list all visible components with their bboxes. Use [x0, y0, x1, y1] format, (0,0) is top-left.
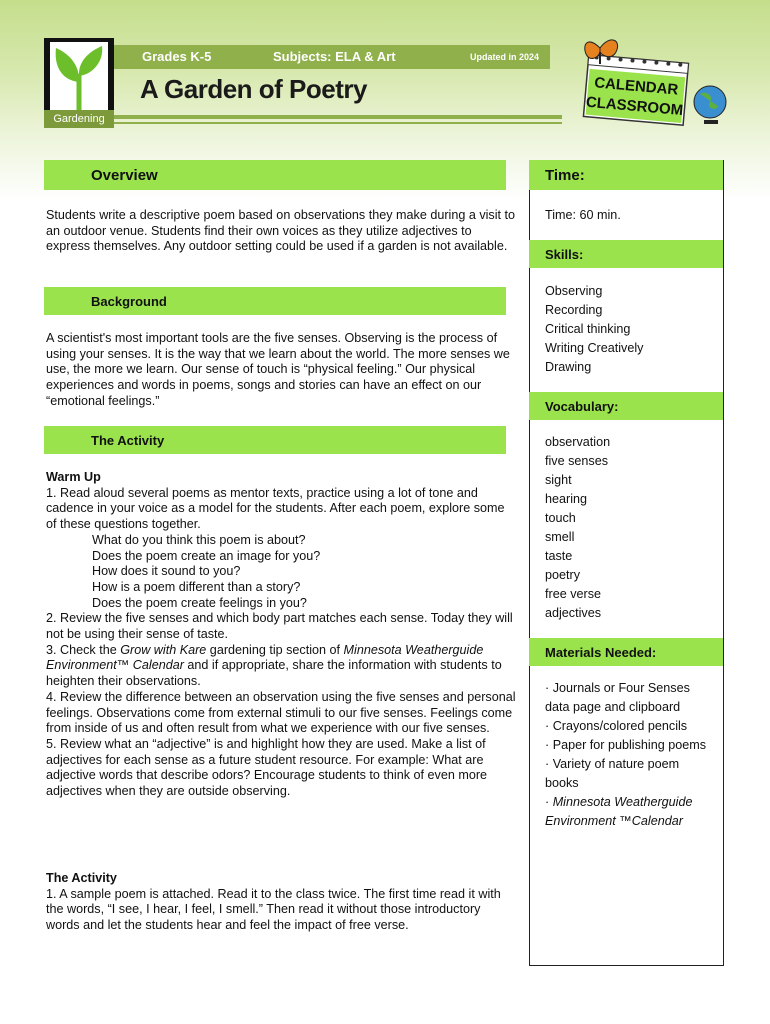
- vocab-item: poetry: [545, 568, 581, 582]
- step-3-part: and if appropriate, share the information with students to heighten their observations.: [46, 658, 502, 689]
- background-heading-text: Background: [91, 294, 167, 309]
- skill-item: Drawing: [545, 360, 592, 374]
- badge-text-top: CALENDAR: [593, 74, 679, 99]
- vocabulary-list: [545, 433, 715, 623]
- calendar-badge: [568, 30, 728, 140]
- vocabulary-heading-text: Vocabulary:: [545, 399, 619, 414]
- skills-heading: [529, 240, 723, 268]
- material-item: · Journals or Four Senses data page and clipboard: [545, 681, 690, 714]
- background-heading: [44, 287, 506, 315]
- header-rule-thin: [114, 122, 562, 124]
- sprout-icon: [50, 42, 108, 114]
- activity-heading-text: The Activity: [91, 433, 165, 448]
- skill-item: Critical thinking: [545, 322, 631, 336]
- vocab-item: observation: [545, 435, 611, 449]
- warmup-title: Warm Up: [46, 470, 101, 484]
- vocab-item: five senses: [545, 454, 608, 468]
- material-item: · Paper for publishing poems: [545, 738, 707, 752]
- vocab-item: touch: [545, 511, 576, 525]
- question-item: Does the poem create an image for you?: [92, 548, 321, 563]
- material-item-italic: · Minnesota Weatherguide Environment ™Calendar: [545, 795, 693, 828]
- skills-list: [545, 282, 715, 377]
- grade-level: Grades K-5: [142, 49, 212, 64]
- vocab-item: free verse: [545, 587, 601, 601]
- badge-text-bottom: CLASSROOM: [585, 93, 684, 120]
- activity-body: [46, 470, 516, 800]
- background-text: A scientist's most important tools are the five senses. Observing is the process of using your senses. It is the way that we learn about the world. The more senses we use, the more we learn. Our sense of touch is “physical feeling.” Our physical experiences and words in poems, songs and stories can have an effect on our “emotional feelings.”: [46, 331, 510, 408]
- vocab-item: taste: [545, 549, 573, 563]
- skills-heading-text: Skills:: [545, 247, 584, 262]
- question-item: Does the poem create feelings in you?: [92, 595, 307, 610]
- overview-heading-text: Overview: [91, 167, 158, 184]
- step-5: 5. Review what an “adjective” is and highlight how they are used. Make a list of adjectives for each sense as a future student resource. For example: What are adjective words that describe odors? Encourage students to think of even more adjectives when they are outside observing.: [46, 736, 488, 799]
- skill-item: Writing Creatively: [545, 341, 644, 355]
- time-heading-text: Time:: [545, 167, 585, 184]
- activity2-title: The Activity: [46, 871, 117, 885]
- question-item: What do you think this poem is about?: [92, 532, 306, 547]
- material-item: · Variety of nature poem books: [545, 757, 680, 790]
- subjects: Subjects: ELA & Art: [273, 49, 396, 64]
- vocabulary-heading: [529, 392, 723, 420]
- time-heading: [529, 160, 723, 190]
- updated-label: Updated in 2024: [470, 52, 540, 62]
- step-3-part: gardening tip section of: [206, 642, 344, 657]
- activity2-body: [46, 871, 516, 934]
- vocab-item: smell: [545, 530, 575, 544]
- materials-heading: [529, 638, 723, 666]
- time-value: Time: 60 min.: [545, 208, 621, 222]
- category-label: Gardening: [44, 110, 114, 128]
- material-item: · Crayons/colored pencils: [545, 719, 688, 733]
- vocab-item: sight: [545, 473, 572, 487]
- question-item: How does it sound to you?: [92, 564, 241, 579]
- materials-heading-text: Materials Needed:: [545, 645, 657, 660]
- activity2-step-1: 1. A sample poem is attached. Read it to the class twice. The first time read it with the words, “I see, I hear, I feel, I smell.” Then read it without those introductory words and let the students hear and feel the impact of free verse.: [46, 886, 501, 933]
- overview-text: Students write a descriptive poem based on observations they make during a visit to an outdoor venue. Students find their own voices as they utilize adjectives to express themselves. Any outdoor setting could be used if a garden is not available.: [46, 208, 516, 254]
- badge-graphic: [568, 30, 728, 140]
- skill-item: Recording: [545, 303, 603, 317]
- step-3-part: 3. Check the: [46, 642, 121, 657]
- materials-list: [545, 679, 715, 831]
- step-3: [46, 643, 516, 690]
- vocab-item: hearing: [545, 492, 588, 506]
- vocab-item: adjectives: [545, 606, 602, 620]
- step-3-italic: Grow with Kare: [120, 642, 207, 657]
- step-4: 4. Review the difference between an observation using the five senses and personal feelings. Observations come from external stimuli to our five senses. Feelings come from inside of us and often result from what we experience with our five senses.: [46, 689, 516, 736]
- question-item: How is a poem different than a story?: [92, 579, 301, 594]
- overview-heading: [44, 160, 506, 190]
- activity-heading: [44, 426, 506, 454]
- step-3-italic: Minnesota Weatherguide Environment™ Calendar: [46, 642, 484, 673]
- skill-item: Observing: [545, 284, 603, 298]
- page-title: A Garden of Poetry: [140, 74, 367, 104]
- step-2: 2. Review the five senses and which body part matches each sense. Today they will not be using their sense of taste.: [46, 611, 513, 642]
- step-1: 1. Read aloud several poems as mentor texts, practice using a lot of tone and cadence in your voice as a model for the students. After each poem, explore some of these questions together.: [46, 485, 505, 532]
- header-rule: [114, 115, 562, 119]
